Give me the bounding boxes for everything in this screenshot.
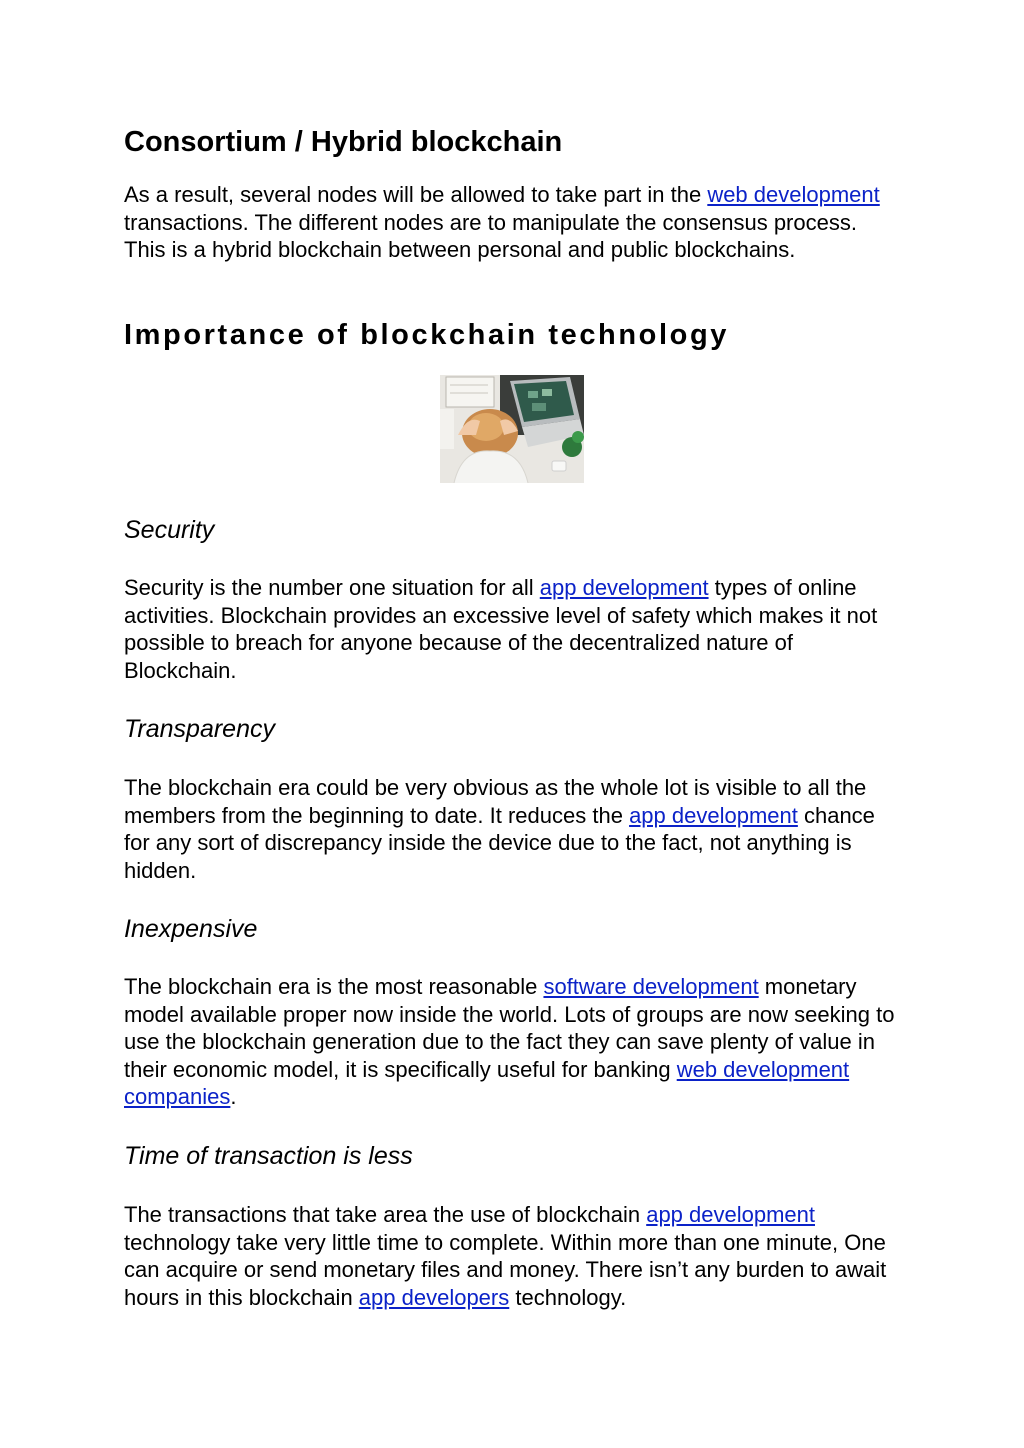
link-app-developers[interactable]: app developers — [358, 1284, 510, 1310]
link-web-development-companies[interactable]: web development companies — [124, 1056, 850, 1109]
heading-importance: Importance of blockchain technology — [124, 319, 730, 351]
link-web-development[interactable]: web development — [707, 182, 880, 207]
paragraph-time: The transactions that take area the use of blockchain app development technology take very little time to complete. Within more than one minute, One can acquire or send monetary files and money. There isn’t any burden to await hours in this blockchain app developers technology. — [124, 1202, 887, 1310]
link-app-development-security[interactable]: app development — [539, 575, 709, 600]
woman-at-laptop-image — [440, 375, 584, 483]
paragraph-inexpensive: The blockchain era is the most reasonable software development monetary model available proper now inside the world. Lots of groups are now seeking to use the blockchain generation due to the fact they can save plenty of value in their economic model, it is specifically useful for banking web development companies. — [124, 974, 895, 1109]
link-app-development-transparency[interactable]: app development — [629, 802, 798, 828]
link-app-development-time[interactable]: app development — [646, 1202, 815, 1227]
article-photo — [440, 375, 584, 483]
heading-time-of-transaction: Time of transaction is less — [124, 1142, 413, 1170]
paragraph-hybrid: As a result, several nodes will be allowed to take part in the web development transactions. The different nodes are to manipulate the consensus process. This is a hybrid blockchain between personal and public blockchains. — [124, 182, 880, 262]
heading-transparency: Transparency — [124, 715, 275, 743]
paragraph-security: Security is the number one situation for all app development types of online activities. Blockchain provides an excessive level of safety which makes it not possible to breach for anyone because of the decentralized nature of Blockchain. — [124, 575, 878, 683]
paragraph-transparency: The blockchain era could be very obvious as the whole lot is visible to all the members from the beginning to date. It reduces the app development chance for any sort of discrepancy inside the device due to the fact, not anything is hidden. — [124, 775, 875, 883]
heading-hybrid-blockchain: Consortium / Hybrid blockchain — [124, 126, 563, 158]
heading-security: Security — [124, 516, 215, 544]
heading-inexpensive: Inexpensive — [124, 915, 258, 943]
link-software-development[interactable]: software development — [543, 974, 759, 999]
